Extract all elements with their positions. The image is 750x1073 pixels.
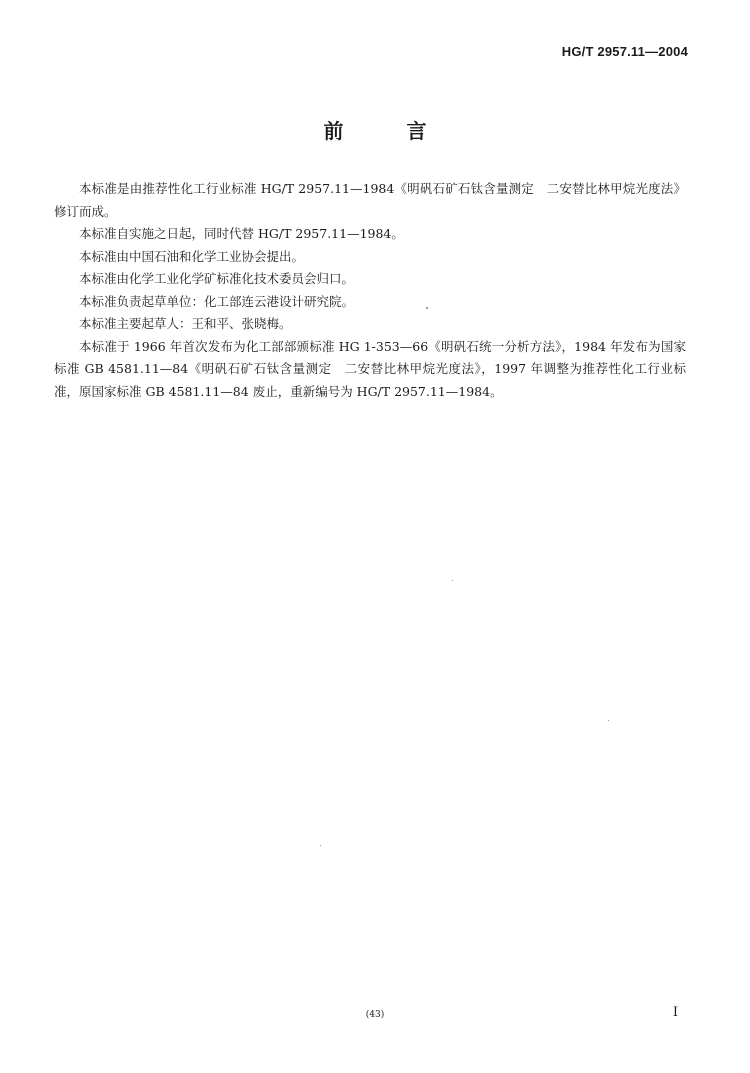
scan-speck bbox=[426, 307, 428, 309]
standard-code: HG/T 2957.11—2004 bbox=[561, 44, 688, 59]
page-title: 前 言 bbox=[323, 119, 455, 143]
paragraph-replacement: 本标准自实施之日起，同时代替 HG/T 2957.11—1984。 bbox=[79, 226, 404, 241]
paragraph-drafters: 本标准主要起草人：王和平、张晓梅。 bbox=[79, 316, 292, 331]
paragraph-revision: 本标准是由推荐性化工行业标准 HG/T 2957.11—1984《明矾石矿石钛含量测定 二安替比林甲烷光度法》修订而成。 bbox=[54, 181, 686, 219]
scan-speck bbox=[452, 580, 453, 581]
foreword-body bbox=[54, 178, 686, 403]
footer-roman-page-number: I bbox=[672, 1005, 678, 1020]
paragraph-history: 本标准于 1966 年首次发布为化工部部颁标准 HG 1-353—66《明矾石统一分析方法》，1984 年发布为国家标准 GB 4581.11—84《明矾石矿石钛含量测定 二安替比林甲烷光度法》，1997 年调整为推荐性化工行业标准，原国家标准 GB 4581.11—84 废止，重新编号为 HG/T 2957.11—1984。 bbox=[54, 338, 686, 399]
paragraph-proposer: 本标准由中国石油和化学工业协会提出。 bbox=[79, 248, 305, 264]
scan-speck bbox=[608, 720, 609, 721]
paragraph-drafting-unit: 本标准负责起草单位：化工部连云港设计研究院。 bbox=[79, 293, 355, 309]
scan-speck bbox=[320, 845, 321, 846]
paragraph-committee: 本标准由化学工业化学矿标准化技术委员会归口。 bbox=[79, 271, 355, 286]
footer-page-reference: (43) bbox=[365, 1010, 385, 1020]
